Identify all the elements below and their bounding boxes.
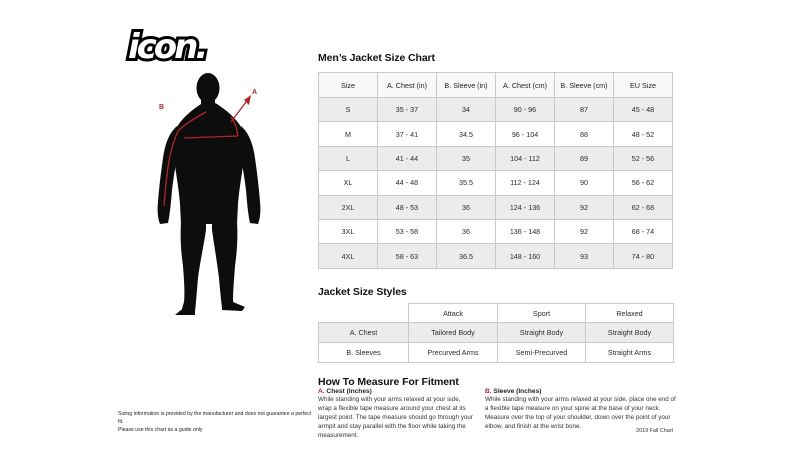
column-header: B. Sleeve (in) — [437, 73, 496, 98]
column-header: EU Size — [614, 73, 673, 98]
table-cell: 68 - 74 — [614, 219, 673, 243]
table-cell: 104 - 112 — [496, 146, 555, 170]
table-cell: 37 - 41 — [378, 122, 437, 146]
table-cell: 34 — [437, 98, 496, 122]
table-cell: 74 - 80 — [614, 244, 673, 268]
table-cell: 87 — [555, 98, 614, 122]
column-header: A. Chest (in) — [378, 73, 437, 98]
table-row — [319, 98, 673, 122]
table-cell: 93 — [555, 244, 614, 268]
table-cell: 90 — [555, 171, 614, 195]
table-cell: A. Chest — [319, 323, 409, 343]
table-cell: 53 - 58 — [378, 219, 437, 243]
column-header — [319, 304, 409, 323]
measurement-figure — [148, 72, 288, 318]
sizing-disclaimer — [118, 410, 318, 434]
table-cell: 62 - 68 — [614, 195, 673, 219]
table-cell: 112 - 124 — [496, 171, 555, 195]
table-cell: 89 — [555, 146, 614, 170]
table-cell: Tailored Body — [409, 323, 498, 343]
table-cell: 36 — [437, 195, 496, 219]
table-cell: 3XL — [319, 219, 378, 243]
table-row — [319, 244, 673, 268]
sleeve-section-heading — [485, 388, 679, 395]
table-row — [319, 195, 673, 219]
size-table-header-row — [319, 73, 673, 98]
table-cell: 45 - 48 — [614, 98, 673, 122]
table-cell: L — [319, 146, 378, 170]
size-chart-title: Men’s Jacket Size Chart — [318, 52, 435, 64]
disclaimer-line-2: Please use this chart as a guide only — [118, 427, 203, 434]
table-cell: 148 - 160 — [496, 244, 555, 268]
table-cell: B. Sleeves — [319, 343, 409, 363]
chest-heading-text: Chest (Inches) — [324, 388, 372, 395]
table-row — [319, 323, 674, 343]
body-silhouette — [158, 73, 261, 315]
column-header: B. Sleeve (cm) — [555, 73, 614, 98]
table-cell: M — [319, 122, 378, 146]
icon-brand-logo — [124, 22, 236, 68]
how-to-sleeve-section — [485, 388, 679, 432]
table-row — [319, 171, 673, 195]
table-cell: 36.5 — [437, 244, 496, 268]
column-header: Attack — [409, 304, 498, 323]
table-cell: 96 - 104 — [496, 122, 555, 146]
table-cell: Straight Body — [586, 323, 674, 343]
table-cell: 52 - 56 — [614, 146, 673, 170]
chest-letter: A. — [318, 388, 325, 395]
chest-section-heading — [318, 388, 474, 395]
disclaimer-line-1: Sizing information is provided by the manufacturer and does not guarantee a perfect fit. — [118, 411, 312, 426]
table-cell: 44 - 48 — [378, 171, 437, 195]
logo-text: icon. — [128, 27, 206, 67]
table-cell: 4XL — [319, 244, 378, 268]
column-header: A. Chest (cm) — [496, 73, 555, 98]
table-cell: 88 — [555, 122, 614, 146]
table-cell: 41 - 44 — [378, 146, 437, 170]
how-to-title: How To Measure For Fitment — [318, 376, 459, 388]
table-cell: 35.5 — [437, 171, 496, 195]
sleeve-letter: B. — [485, 388, 492, 395]
table-cell: 90 - 96 — [496, 98, 555, 122]
mens-jacket-size-table — [318, 72, 673, 269]
table-row — [319, 122, 673, 146]
sleeve-instructions: While standing with your arms relaxed at your side, place one end of a flexible tape measure on your spine at the base of your neck. Measure over the top of your shoulder, down over the point of your elbow, and finish at the wrist bone. — [485, 396, 676, 430]
table-row — [319, 219, 673, 243]
table-cell: 124 - 136 — [496, 195, 555, 219]
style-table-header-row — [319, 304, 674, 323]
table-cell: 35 — [437, 146, 496, 170]
table-cell: Semi-Precurved — [498, 343, 586, 363]
table-cell: 56 - 62 — [614, 171, 673, 195]
figure-label-a: A — [252, 89, 258, 96]
table-cell: 36 — [437, 219, 496, 243]
style-chart-title: Jacket Size Styles — [318, 286, 407, 298]
table-cell: 35 - 37 — [378, 98, 437, 122]
table-cell: 92 — [555, 195, 614, 219]
chest-instructions: While standing with your arms relaxed at your side, wrap a flexible tape measure around your chest at its largest point. The tape measure should go through your armpit and stay parallel with the floor while taking the measurement. — [318, 396, 473, 439]
chart-version-label: 2019 Fall Chart — [636, 428, 673, 434]
table-cell: XL — [319, 171, 378, 195]
table-row — [319, 343, 674, 363]
table-cell: Straight Arms — [586, 343, 674, 363]
column-header: Size — [319, 73, 378, 98]
table-cell: 136 - 148 — [496, 219, 555, 243]
sleeve-heading-text: Sleeve (Inches) — [491, 388, 542, 395]
table-cell: 48 - 53 — [378, 195, 437, 219]
table-cell: 92 — [555, 219, 614, 243]
table-cell: 48 - 52 — [614, 122, 673, 146]
table-cell: 58 - 63 — [378, 244, 437, 268]
jacket-size-styles-table — [318, 303, 674, 363]
table-cell: S — [319, 98, 378, 122]
figure-label-b: B — [159, 104, 165, 111]
table-cell: 2XL — [319, 195, 378, 219]
table-cell: 34.5 — [437, 122, 496, 146]
column-header: Sport — [498, 304, 586, 323]
column-header: Relaxed — [586, 304, 674, 323]
table-cell: Precurved Arms — [409, 343, 498, 363]
table-row — [319, 146, 673, 170]
table-cell: Straight Body — [498, 323, 586, 343]
